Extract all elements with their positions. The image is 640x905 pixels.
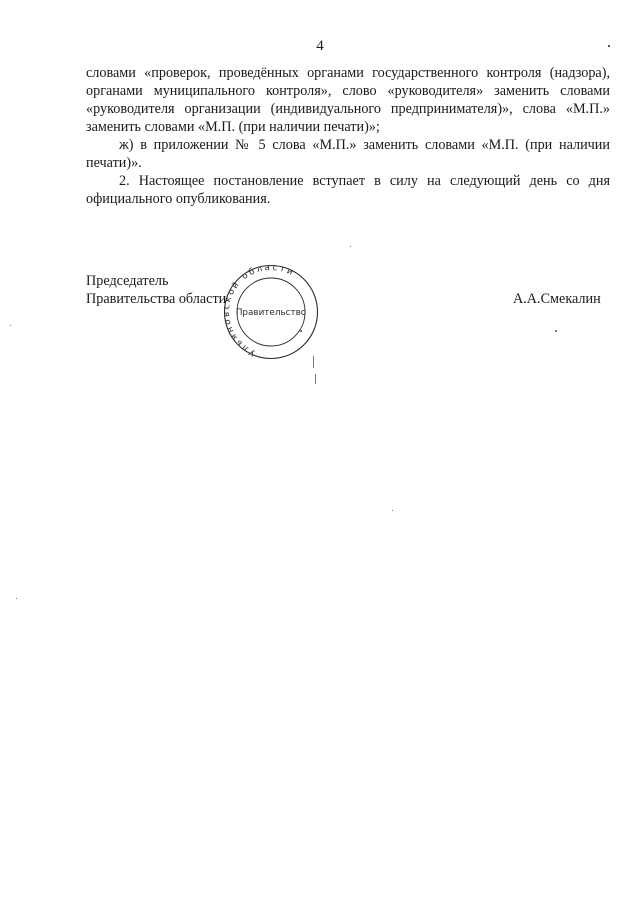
scan-artifact: [16, 598, 17, 599]
seal-center-text: Правительство: [235, 308, 307, 318]
signatory-title-line-1: Председатель: [86, 273, 169, 289]
paragraph-amendment-zh: ж) в приложении № 5 слова «М.П.» заменить словами «М.П. (при наличии печати)».: [86, 137, 610, 171]
scan-artifact: [10, 325, 11, 326]
signatory-name: А.А.Смекалин: [513, 291, 601, 307]
scan-artifact: [315, 374, 316, 384]
paragraph-amendment-e: словами «проверок, проведённых органами государственного контроля (надзора), органами муниципального контроля», слово «руководителя» заменить словами «руководителя организации (индивидуального предпринимателя)», слова «М.П.» заменить словами «М.П. (при наличии печати)»;: [86, 65, 610, 135]
scan-artifact: [608, 45, 610, 47]
scan-artifact: [300, 330, 302, 332]
scan-artifact: [350, 246, 351, 247]
seal-ring-text: Ульяновской области: [221, 262, 297, 358]
official-seal: [212, 262, 330, 362]
signatory-title: [86, 272, 226, 308]
document-body: [86, 64, 610, 208]
paragraph-effective-date: 2. Настоящее постановление вступает в силу на следующий день со дня официального опубликования.: [86, 173, 610, 207]
scan-artifact: [555, 330, 557, 332]
signatory-title-line-2: Правительства области: [86, 291, 227, 307]
page-number: 4: [316, 38, 324, 54]
scan-artifact: [313, 356, 314, 368]
scan-artifact: [392, 510, 393, 511]
